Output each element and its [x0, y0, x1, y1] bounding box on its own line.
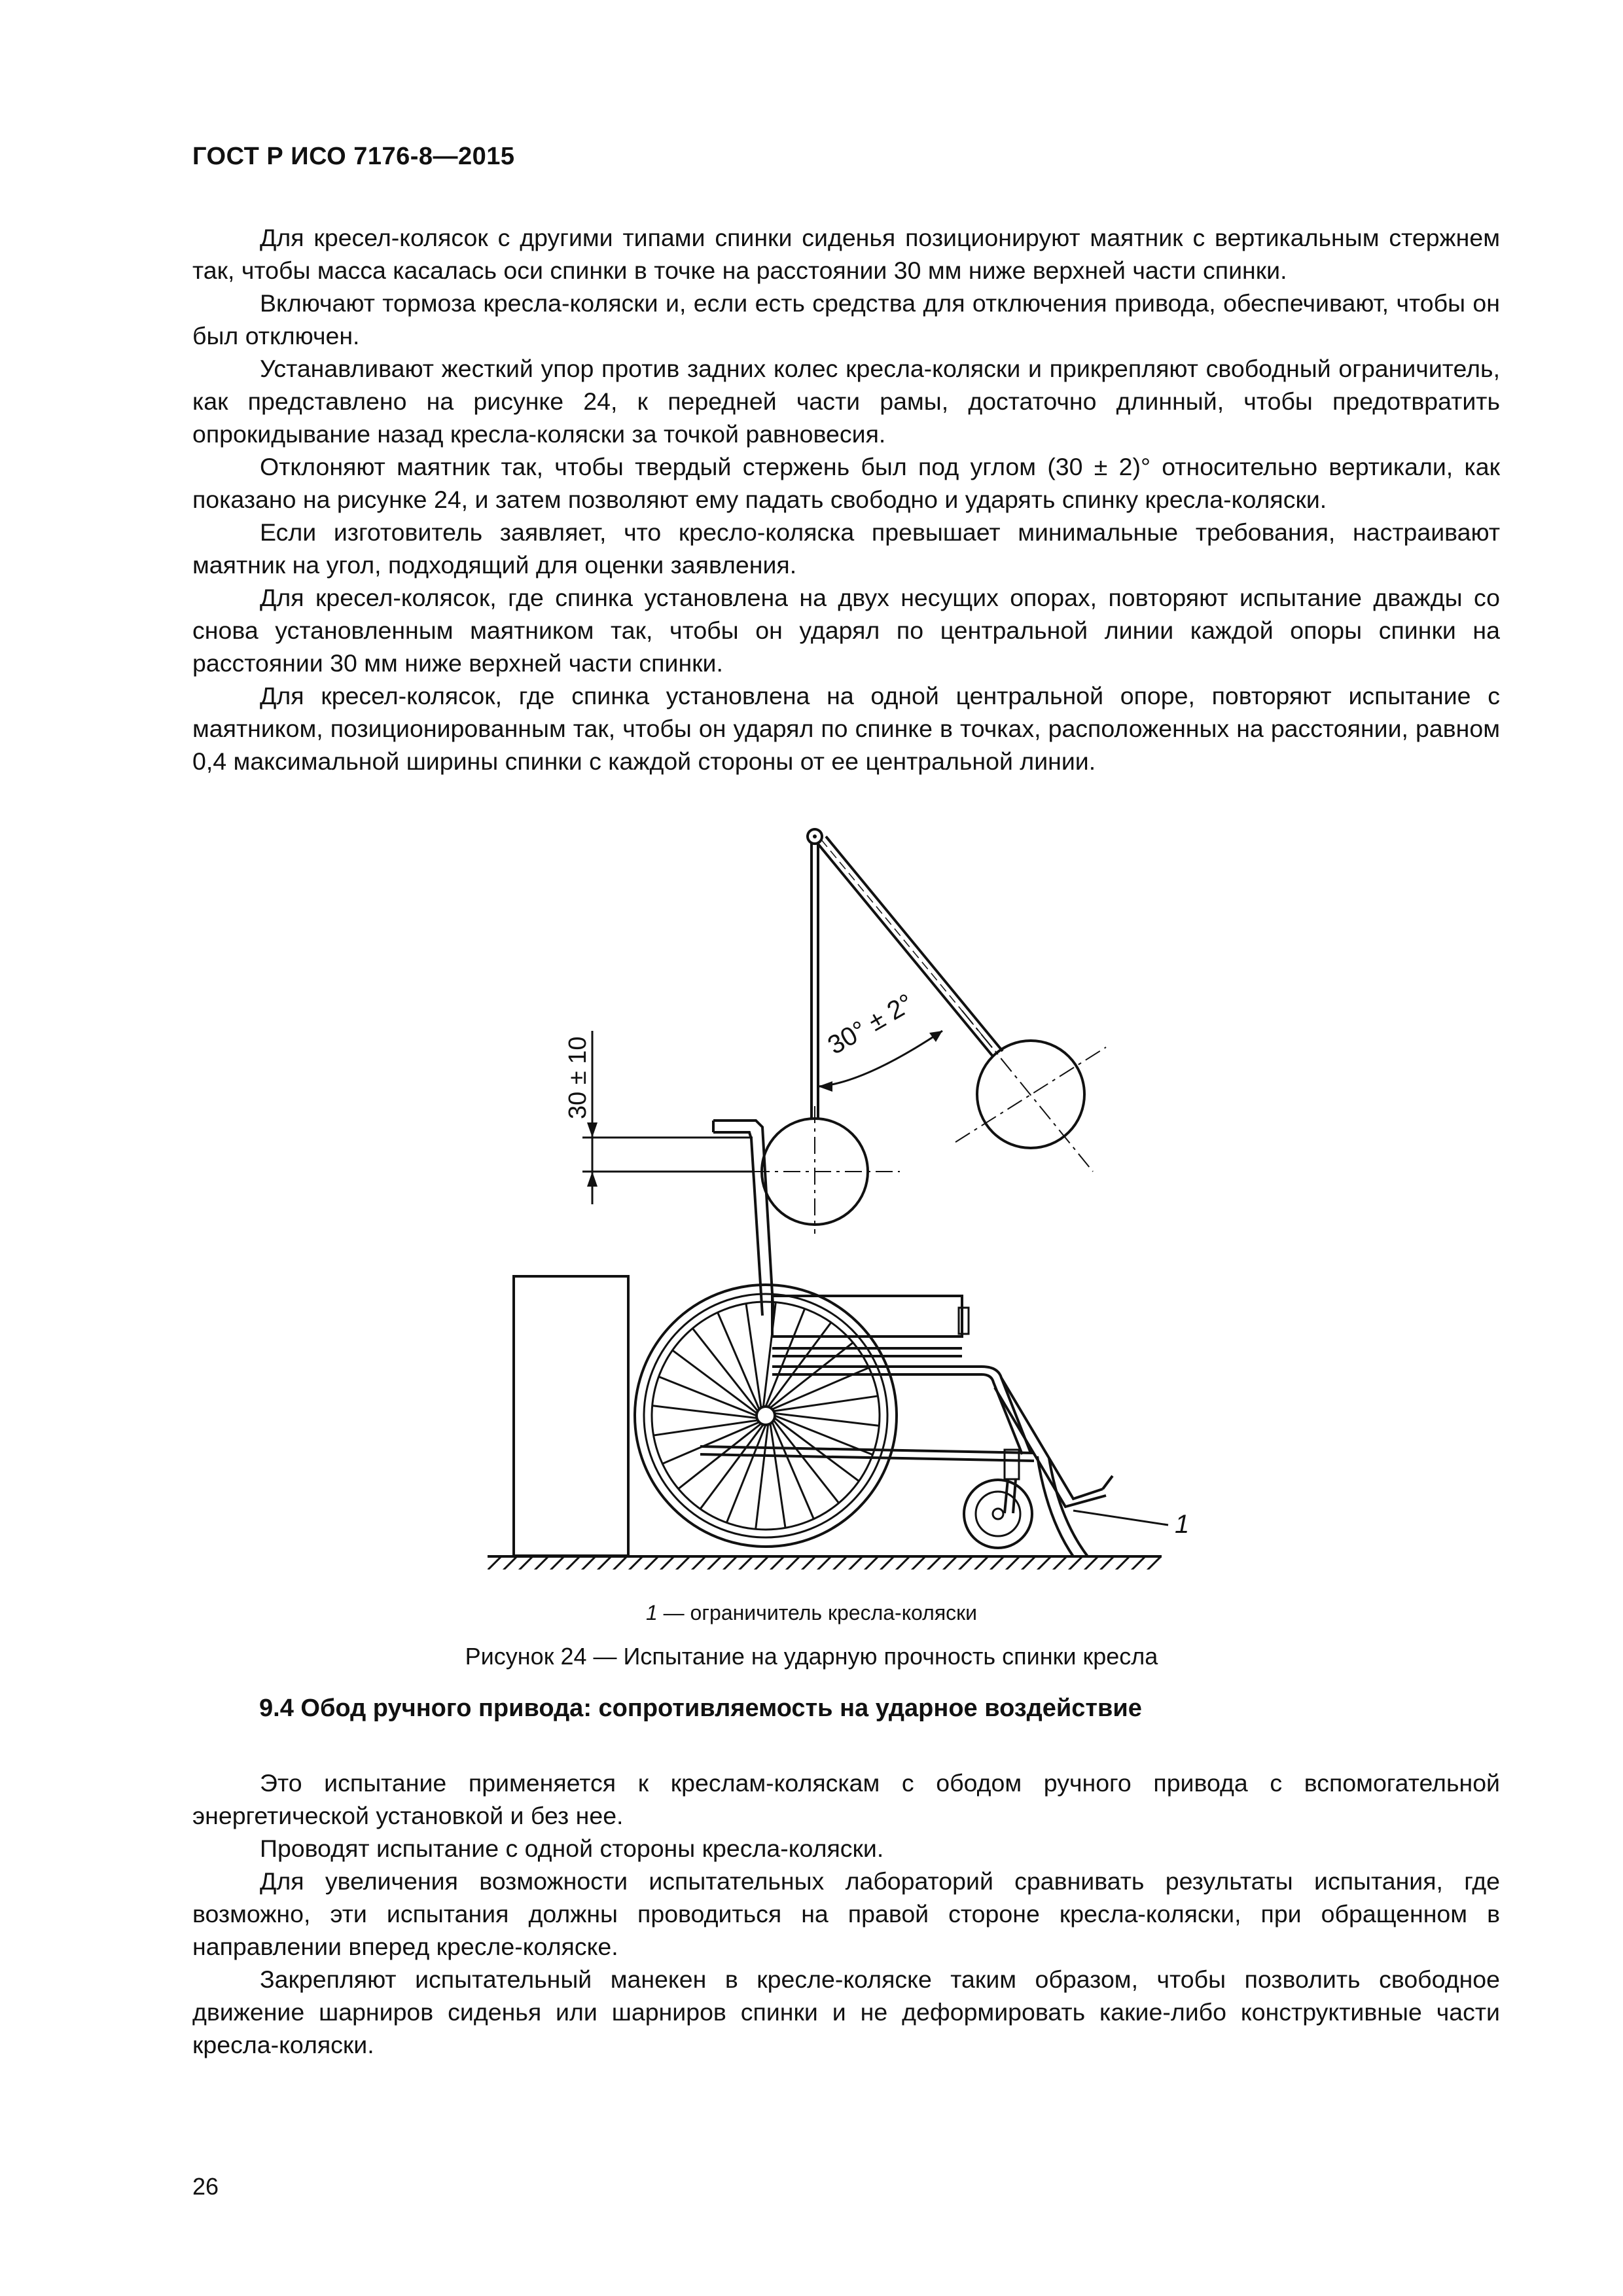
wheel-spoke — [718, 1312, 759, 1409]
wheel-spoke — [775, 1413, 880, 1426]
paragraph: Закрепляют испытательный манекен в кресле-коляске таким образом, чтобы позволить свободное движение шарниров сиденья или шарниров спинки и не деформировать какие-либо конструктивные части кресла-коляски. — [192, 1965, 1500, 2058]
wheel-spoke — [774, 1420, 839, 1503]
wheel-spoke — [772, 1422, 813, 1519]
angle-dimension — [818, 988, 942, 1092]
page-number: 26 — [192, 2173, 219, 2200]
body-text-bottom — [192, 1767, 1500, 2061]
wheel-spoke — [774, 1396, 878, 1411]
paragraph: Для кресел-колясок с другими типами спинки сиденья позиционируют маятник с вертикальным стержнем так, чтобы масса касалась оси спинки в точке на расстоянии 30 мм ниже верхней части спинки. — [192, 224, 1500, 284]
paragraph: Это испытание применяется к креслам-коляскам с ободом ручного привода с вспомогательной энергетической установкой и без нее. — [192, 1769, 1500, 1829]
body-text-top — [192, 221, 1500, 778]
wheel-spoke — [770, 1424, 785, 1528]
rigid-stop-block — [514, 1276, 628, 1556]
paragraph: Устанавливают жесткий упор против задних колес кресла-коляски и прикрепляют свободный ограничитель, как представлено на рисунке 24, к передней части рамы, достаточно длинный, чтобы предотвратить опрокидывание назад кресла-коляски за точкой равновесия. — [192, 355, 1500, 448]
section-title: 9.4 Обод ручного привода: сопротивляемость на ударное воздействие — [259, 1695, 1142, 1722]
legend-text: — ограничитель кресла-коляски — [657, 1601, 978, 1624]
paragraph: Если изготовитель заявляет, что кресло-коляска превышает минимальные требования, настраивают маятник на угол, подходящий для оценки заявления. — [192, 518, 1500, 579]
wheel-spoke — [746, 1304, 761, 1408]
wheel-spoke — [763, 1302, 776, 1407]
wheel-spoke — [659, 1376, 757, 1416]
paragraph: Для кресел-колясок, где спинка установлена на одной центральной опоре, повторяют испытание с маятником, позиционированным так, чтобы он ударял по спинке в точках, расположенных на расстоянии, равном 0,4 максимальной ширины спинки с каждой стороны от ее центральной линии. — [192, 682, 1500, 775]
height-dimension — [564, 1031, 753, 1204]
wheel-spoke — [654, 1420, 758, 1435]
angle-label: 30° ± 2° — [823, 988, 919, 1060]
ground-line — [488, 1556, 1162, 1570]
wheel-spoke — [768, 1323, 831, 1407]
paragraph: Включают тормоза кресла-коляски и, если есть средства для отключения привода, обеспечивают, чтобы он был отключен. — [192, 289, 1500, 350]
paragraph: Проводят испытание с одной стороны кресла-коляски. — [260, 1835, 884, 1862]
paragraph: Для увеличения возможности испытательных лабораторий сравнивать результаты испытания, где возможно, эти испытания должны проводиться на правой стороне кресла-коляски, при обращенном в направлении вперед кресле-коляске. — [192, 1867, 1500, 1960]
figure-24-pendulum-impact-test — [458, 812, 1243, 1610]
caster-wheel — [964, 1480, 1032, 1548]
legend-number: 1 — [645, 1601, 658, 1624]
callout-1-label: 1 — [1175, 1510, 1190, 1539]
callout-1 — [1073, 1510, 1189, 1539]
page-header-doc-id: ГОСТ Р ИСО 7176-8—2015 — [192, 143, 515, 170]
wheel-spoke — [700, 1425, 763, 1509]
paragraph: Для кресел-колясок, где спинка установлена на двух несущих опорах, повторяют испытание дважды со снова установленным маятником так, чтобы он ударял по центральной линии каждой опоры спинки на расстоянии 30 мм ниже верхней части спинки. — [192, 584, 1500, 677]
wheel-spoke — [652, 1406, 757, 1418]
wheel-spoke — [726, 1425, 766, 1522]
figure-caption: Рисунок 24 — Испытание на ударную прочность спинки кресла — [465, 1643, 1158, 1670]
figure-legend — [0, 1601, 1623, 1625]
pendulum-deflected — [817, 836, 1106, 1172]
wheel-spoke — [756, 1425, 768, 1530]
paragraph: Отклоняют маятник так, чтобы твердый стержень был под углом (30 ± 2)° относительно вертикали, как показано на рисунке 24, и затем позволяют ему падать свободно и ударять спинку кресла-коляски. — [192, 453, 1500, 513]
wheel-spoke — [692, 1329, 758, 1411]
wheel-spoke — [673, 1350, 757, 1413]
wheel-spoke — [662, 1422, 759, 1463]
rear-wheel — [635, 1285, 897, 1547]
height-label: 30 ± 10 — [564, 1036, 592, 1119]
